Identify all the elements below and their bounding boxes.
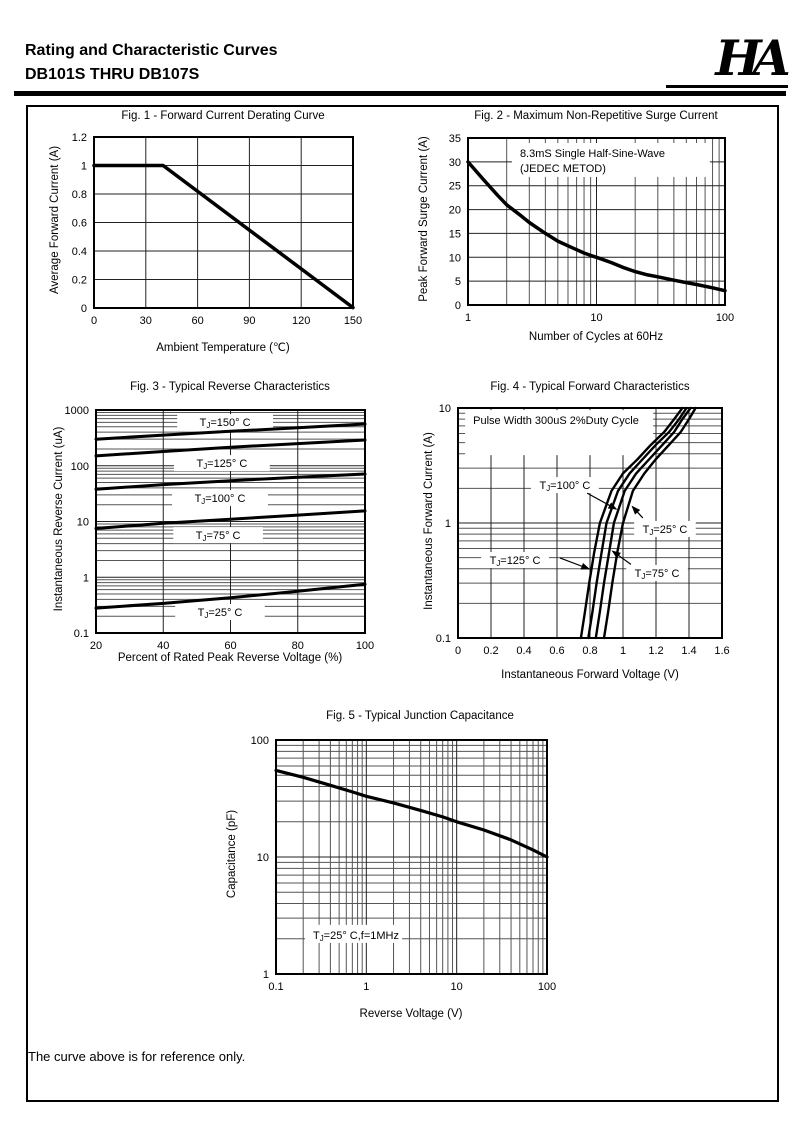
- svg-text:15: 15: [448, 228, 461, 241]
- fig5-title: Fig. 5 - Typical Junction Capacitance: [326, 710, 514, 722]
- svg-text:TJ=150° C: TJ=150° C: [199, 417, 251, 431]
- svg-text:20: 20: [448, 204, 461, 217]
- svg-text:35: 35: [448, 133, 461, 145]
- svg-text:10: 10: [76, 516, 89, 529]
- svg-text:0.6: 0.6: [71, 217, 87, 230]
- svg-text:1: 1: [363, 981, 370, 993]
- svg-text:100: 100: [355, 640, 375, 652]
- svg-text:TJ=25° C: TJ=25° C: [642, 523, 688, 537]
- reference-note: The curve above is for reference only.: [28, 1049, 246, 1064]
- brand-logo: HA: [666, 32, 788, 88]
- svg-text:1: 1: [262, 969, 269, 981]
- svg-text:0: 0: [80, 303, 87, 315]
- part-number: DB101S THRU DB107S: [25, 66, 200, 83]
- fig2-y-axis-label: Peak Forward Surge Current (A): [418, 136, 430, 302]
- svg-text:(JEDEC METOD): (JEDEC METOD): [519, 163, 606, 176]
- svg-text:TJ=25° C,f=1MHz: TJ=25° C,f=1MHz: [312, 929, 400, 943]
- svg-text:100: 100: [715, 312, 735, 324]
- fig2-plot: [448, 133, 735, 324]
- svg-text:TJ=100° C: TJ=100° C: [539, 480, 591, 494]
- svg-text:1: 1: [80, 160, 87, 173]
- svg-text:100: 100: [70, 460, 89, 473]
- svg-text:1000: 1000: [64, 405, 89, 417]
- svg-text:30: 30: [139, 315, 152, 327]
- svg-text:90: 90: [243, 315, 256, 327]
- fig3-title: Fig. 3 - Typical Reverse Characteristics: [130, 381, 330, 393]
- svg-text:60: 60: [224, 640, 237, 652]
- svg-text:120: 120: [292, 315, 311, 327]
- svg-text:40: 40: [157, 640, 170, 652]
- svg-text:TJ=75° C: TJ=75° C: [195, 530, 241, 544]
- svg-text:TJ=75° C: TJ=75° C: [634, 567, 680, 581]
- fig4-plot: [435, 403, 730, 657]
- svg-text:100: 100: [250, 735, 269, 747]
- svg-text:TJ=125° C: TJ=125° C: [489, 555, 541, 569]
- svg-text:10: 10: [438, 403, 451, 415]
- fig5-plot: [250, 735, 557, 993]
- svg-text:0: 0: [454, 300, 461, 312]
- svg-text:20: 20: [89, 640, 103, 652]
- svg-text:30: 30: [448, 156, 461, 169]
- svg-text:1.4: 1.4: [681, 645, 697, 657]
- svg-text:0.4: 0.4: [71, 246, 87, 258]
- fig3-y-axis-label: Instantaneous Reverse Current (uA): [53, 426, 65, 612]
- svg-text:10: 10: [256, 852, 269, 864]
- svg-text:5: 5: [454, 276, 461, 289]
- svg-text:150: 150: [343, 315, 363, 327]
- svg-text:8.3mS Single Half-Sine-Wave: 8.3mS Single Half-Sine-Wave: [519, 148, 666, 161]
- fig3-x-axis-label: Percent of Rated Peak Reverse Voltage (%): [117, 652, 343, 664]
- svg-text:0.1: 0.1: [73, 628, 89, 640]
- svg-text:0.6: 0.6: [549, 645, 565, 657]
- svg-text:1.6: 1.6: [714, 645, 730, 657]
- svg-text:TJ=125° C: TJ=125° C: [196, 458, 248, 472]
- svg-text:10: 10: [450, 981, 463, 993]
- svg-text:1: 1: [464, 312, 472, 324]
- svg-text:100: 100: [537, 981, 557, 993]
- fig4-y-axis-label: Instantaneous Forward Current (A): [423, 432, 435, 610]
- svg-text:0.1: 0.1: [435, 633, 451, 645]
- svg-text:0.2: 0.2: [483, 645, 499, 657]
- svg-text:TJ=100° C: TJ=100° C: [194, 493, 246, 507]
- fig5-y-axis-label: Capacitance (pF): [226, 809, 238, 899]
- fig1-y-axis-label: Average Forward Current (A): [49, 145, 61, 295]
- fig2-x-axis-label: Number of Cycles at 60Hz: [528, 331, 664, 343]
- fig1-x-axis-label: Ambient Temperature (℃): [156, 342, 290, 354]
- svg-text:1: 1: [82, 572, 89, 585]
- svg-text:1.2: 1.2: [71, 132, 87, 144]
- fig4-x-axis-label: Instantaneous Forward Voltage (V): [501, 669, 679, 681]
- svg-text:1: 1: [619, 645, 627, 657]
- svg-text:0.1: 0.1: [268, 981, 284, 993]
- fig5-x-axis-label: Reverse Voltage (V): [359, 1008, 463, 1020]
- svg-text:1: 1: [444, 518, 451, 530]
- svg-text:0: 0: [90, 315, 98, 327]
- svg-text:0.8: 0.8: [582, 645, 598, 657]
- svg-text:10: 10: [448, 252, 461, 265]
- header-rule: [14, 91, 786, 96]
- page-title: Rating and Characteristic Curves: [25, 42, 278, 59]
- svg-text:25: 25: [448, 180, 461, 193]
- svg-text:10: 10: [590, 312, 603, 324]
- fig3-plot: [64, 405, 375, 652]
- fig1-title: Fig. 1 - Forward Current Derating Curve: [121, 110, 325, 122]
- svg-text:0.8: 0.8: [71, 189, 87, 201]
- svg-text:TJ=25° C: TJ=25° C: [197, 607, 243, 621]
- fig2-title: Fig. 2 - Maximum Non-Repetitive Surge Current: [474, 110, 718, 122]
- fig1-plot: [71, 132, 363, 327]
- svg-text:80: 80: [291, 640, 304, 652]
- svg-text:0.2: 0.2: [71, 274, 87, 287]
- svg-text:60: 60: [191, 315, 204, 327]
- svg-text:1.2: 1.2: [648, 645, 664, 657]
- svg-text:0.4: 0.4: [516, 645, 532, 657]
- fig4-title: Fig. 4 - Typical Forward Characteristics: [490, 381, 690, 393]
- svg-text:0: 0: [454, 645, 462, 657]
- svg-text:Pulse Width 300uS 2%Duty Cycle: Pulse Width 300uS 2%Duty Cycle: [473, 415, 639, 428]
